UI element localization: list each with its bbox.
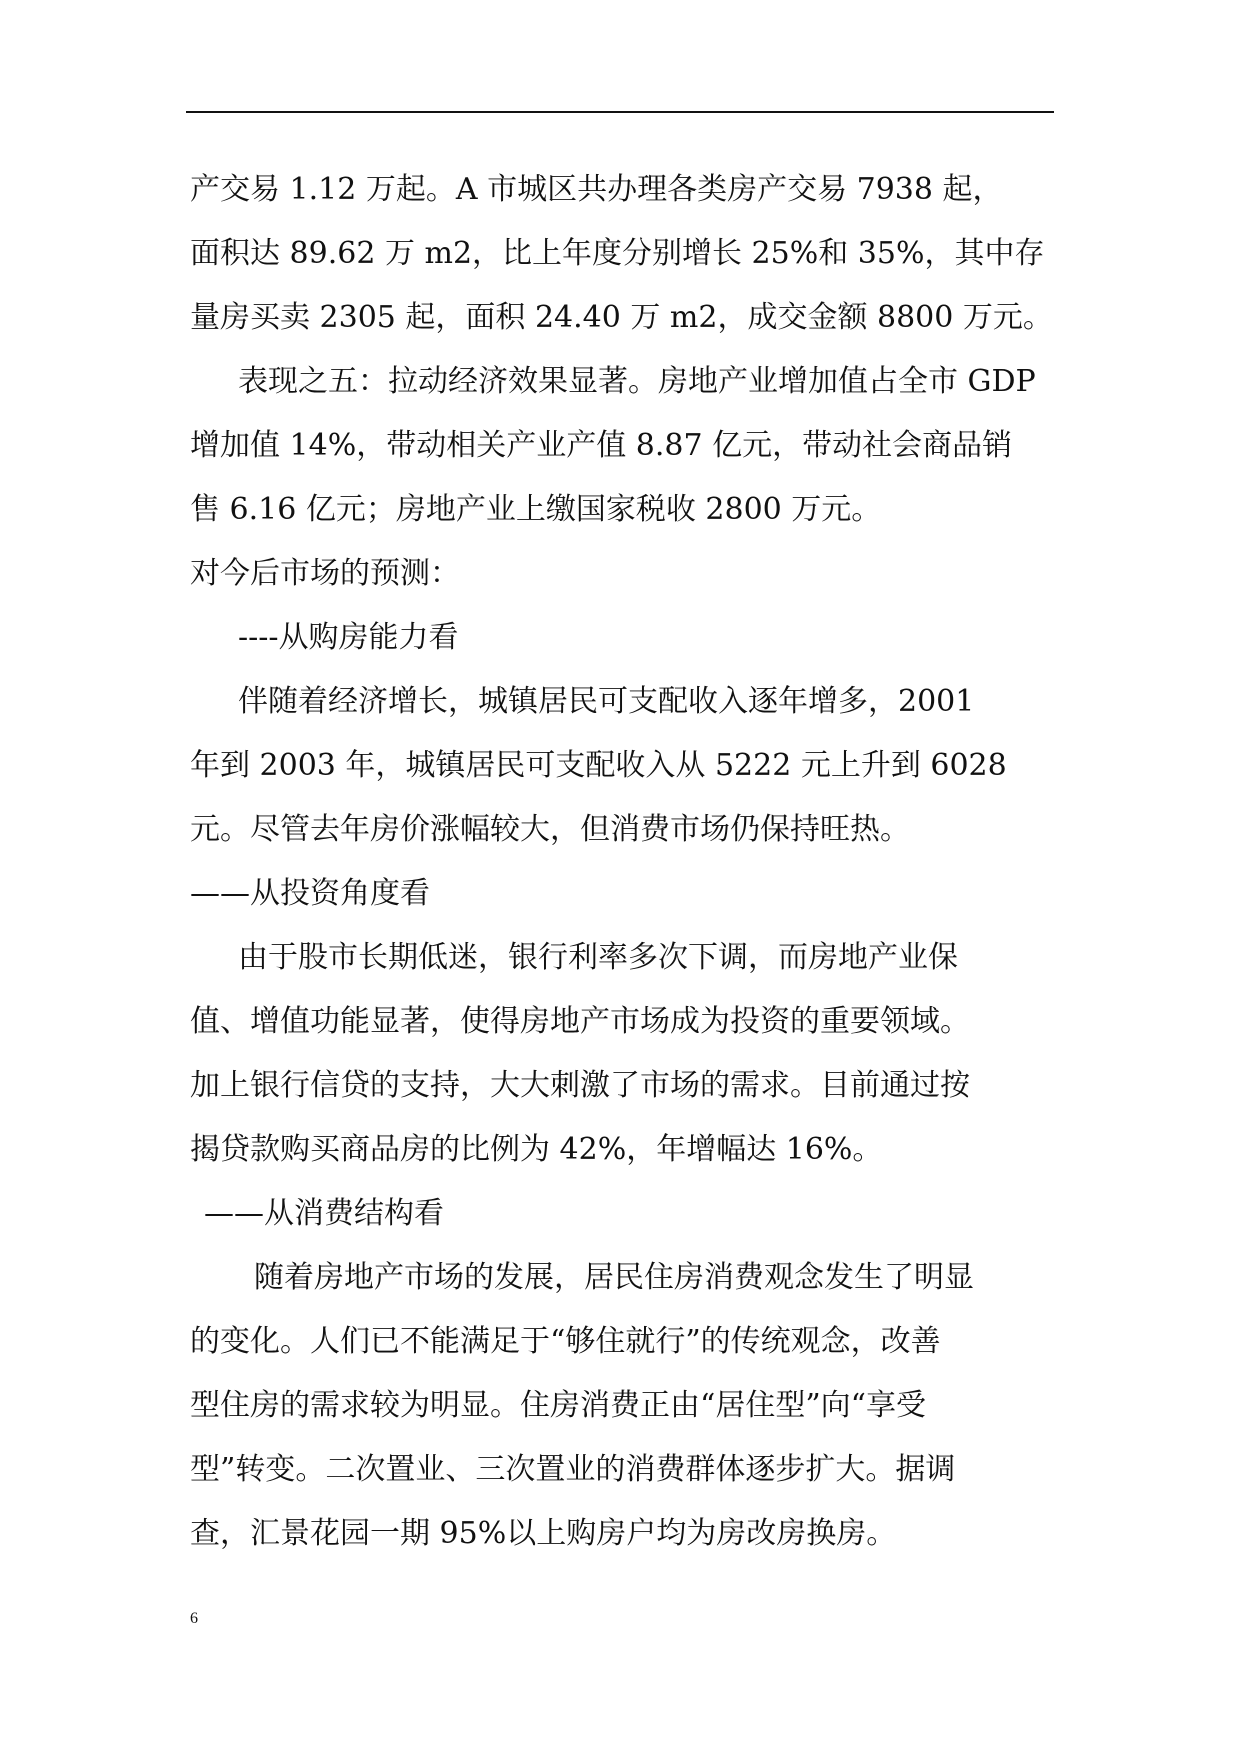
text-line: 增加值 14%，带动相关产业产值 8.87 亿元，带动社会商品销 [190,428,1013,463]
text-line: 由于股市长期低迷，银行利率多次下调，而房地产业保 [238,940,958,975]
text-line: 售 6.16 亿元；房地产业上缴国家税收 2800 万元。 [190,492,882,527]
subheading: ——从投资角度看 [190,876,430,911]
header-rule [186,111,1054,113]
text-line: 伴随着经济增长，城镇居民可支配收入逐年增多，2001 [238,684,975,719]
section-heading: 对今后市场的预测： [190,556,460,591]
page-number: 6 [190,1610,198,1627]
subheading: ——从消费结构看 [204,1196,444,1231]
text-line: 随着房地产市场的发展，居民住房消费观念发生了明显 [254,1260,974,1295]
text-line: 元。尽管去年房价涨幅较大，但消费市场仍保持旺热。 [190,812,910,847]
text-line: 面积达 89.62 万 m2，比上年度分别增长 25%和 35%，其中存 [190,236,1045,271]
text-line: 的变化。人们已不能满足于“够住就行”的传统观念，改善 [190,1324,941,1359]
text-line: 表现之五：拉动经济效果显著。房地产业增加值占全市 GDP [238,364,1036,399]
subheading: ----从购房能力看 [238,620,459,655]
text-line: 量房买卖 2305 起，面积 24.40 万 m2，成交金额 8800 万元。 [190,300,1053,335]
body-text [190,158,1058,1566]
text-line: 产交易 1.12 万起。A 市城区共办理各类房产交易 7938 起， [190,172,1003,207]
text-line: 揭贷款购买商品房的比例为 42%，年增幅达 16%。 [190,1132,883,1167]
text-line: 年到 2003 年，城镇居民可支配收入从 5222 元上升到 6028 [190,748,1007,783]
text-line: 值、增值功能显著，使得房地产市场成为投资的重要领域。 [190,1004,970,1039]
text-line: 型住房的需求较为明显。住房消费正由“居住型”向“享受 [190,1388,927,1423]
text-line: 加上银行信贷的支持，大大刺激了市场的需求。目前通过按 [190,1068,970,1103]
text-line: 查，汇景花园一期 95%以上购房户均为房改房换房。 [190,1516,897,1551]
text-line: 型”转变。二次置业、三次置业的消费群体逐步扩大。据调 [190,1452,956,1487]
